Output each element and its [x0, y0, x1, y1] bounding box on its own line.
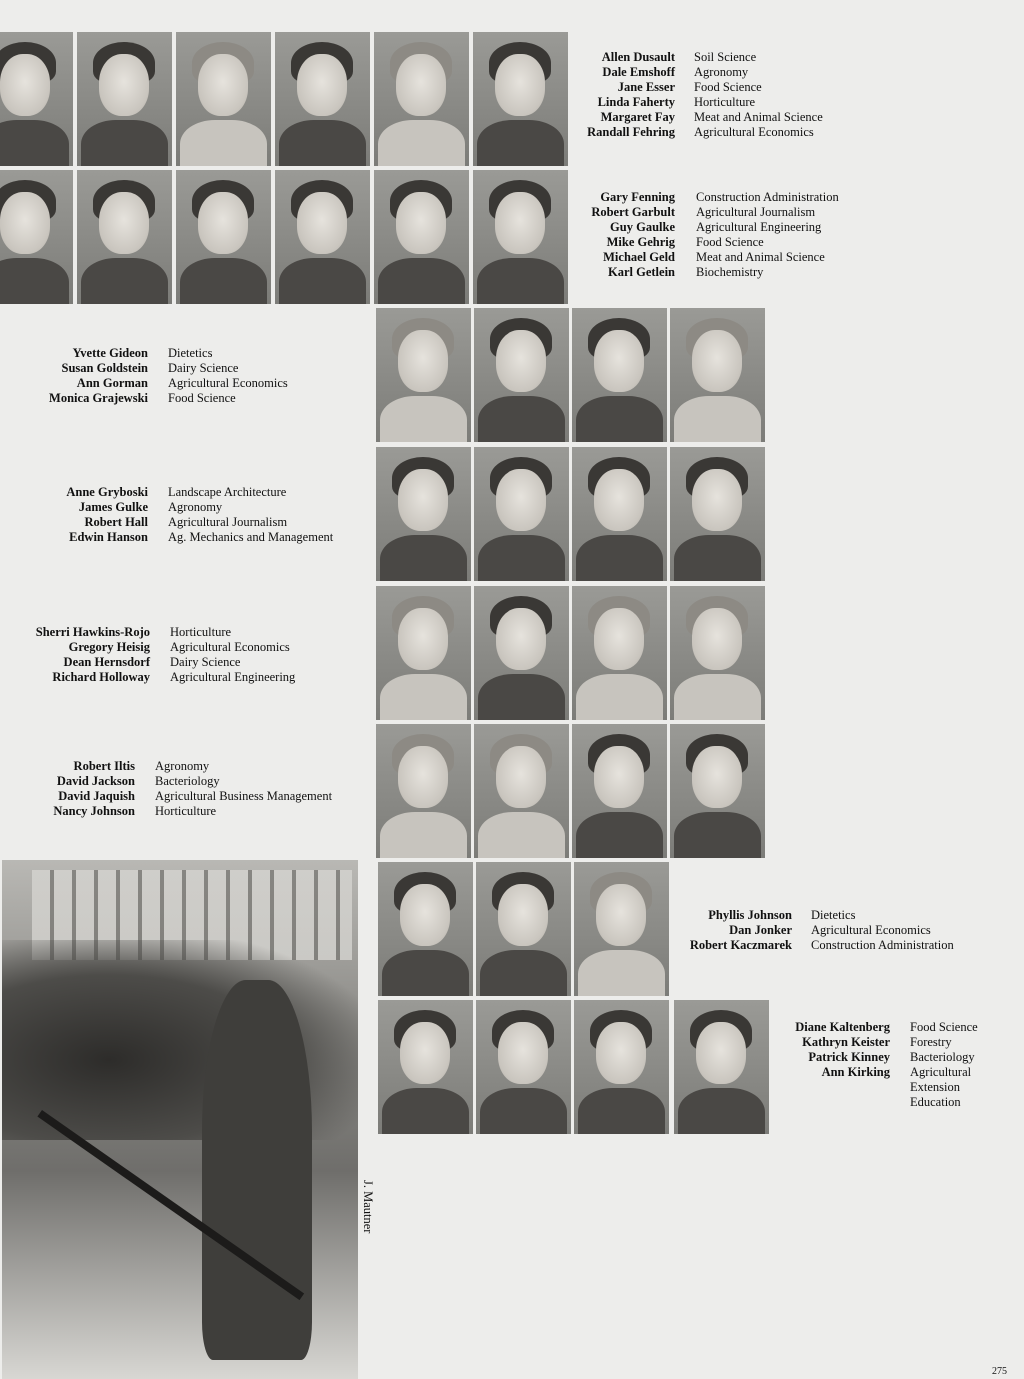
student-name: Margaret Fay [600, 110, 675, 124]
student-major: Bacteriology [910, 1050, 975, 1064]
student-major: Food Science [168, 391, 236, 405]
student-name: Susan Goldstein [61, 361, 148, 375]
student-name: Linda Faherty [597, 95, 675, 109]
student-name: Robert Kaczmarek [689, 938, 792, 952]
portrait-photo [473, 170, 568, 304]
portrait-photo [275, 170, 370, 304]
student-names-group-4 [66, 485, 148, 545]
portrait-photo [0, 32, 73, 166]
student-name: Dean Hernsdorf [63, 655, 150, 669]
student-name: Gregory Heisig [68, 640, 150, 654]
student-major: Agricultural Journalism [696, 205, 816, 219]
student-majors-group-6 [155, 759, 332, 819]
portrait-photo [674, 1000, 769, 1134]
portrait-photo [572, 586, 667, 720]
student-major: Soil Science [694, 50, 757, 64]
student-names-group-5 [36, 625, 150, 685]
portrait-photo [176, 32, 271, 166]
student-name: Allen Dusault [601, 50, 675, 64]
portrait-photo [378, 1000, 473, 1134]
student-name: Ann Gorman [76, 376, 148, 390]
student-name: Richard Holloway [52, 670, 150, 684]
student-major: Meat and Animal Science [694, 110, 823, 124]
portrait-photo [474, 447, 569, 581]
student-major: Forestry [910, 1035, 952, 1049]
student-majors-group-8 [910, 1020, 990, 1110]
student-major: Dairy Science [168, 361, 239, 375]
student-name: Nancy Johnson [53, 804, 135, 818]
student-names-group-1 [587, 50, 675, 140]
portrait-photo [376, 447, 471, 581]
student-major: Food Science [694, 80, 762, 94]
portrait-photo [378, 862, 473, 996]
student-names-group-6 [53, 759, 135, 819]
student-major: Landscape Architecture [168, 485, 287, 499]
student-name: Sherri Hawkins-Rojo [35, 625, 150, 639]
portrait-photo [572, 308, 667, 442]
student-major: Agricultural Economics [168, 376, 288, 390]
student-name: Diane Kaltenberg [795, 1020, 890, 1034]
student-name: Robert Garbult [591, 205, 675, 219]
student-major: Agricultural Economics [170, 640, 290, 654]
student-major: Dietetics [168, 346, 213, 360]
student-major: Agricultural Engineering [170, 670, 296, 684]
student-major: Dairy Science [170, 655, 241, 669]
student-name: Randall Fehring [587, 125, 675, 139]
student-name: Mike Gehrig [606, 235, 675, 249]
portrait-photo [474, 308, 569, 442]
photo-credit: J. Mautner [361, 1180, 375, 1234]
student-major: Bacteriology [155, 774, 220, 788]
student-major: Agricultural Journalism [168, 515, 288, 529]
portrait-photo [670, 447, 765, 581]
page-number: 275 [992, 1366, 1007, 1377]
portrait-photo [376, 586, 471, 720]
student-major: Agronomy [168, 500, 223, 514]
student-major: Food Science [696, 235, 764, 249]
student-major: Agricultural Economics [694, 125, 814, 139]
student-majors-group-5 [170, 625, 295, 685]
portrait-photo [374, 170, 469, 304]
portrait-photo [670, 586, 765, 720]
student-major: Biochemistry [696, 265, 764, 279]
portrait-photo [473, 32, 568, 166]
student-major: Construction Administration [696, 190, 839, 204]
student-name: Karl Getlein [608, 265, 675, 279]
student-name: Robert Iltis [73, 759, 135, 773]
portrait-photo [376, 308, 471, 442]
student-major: Construction Administration [811, 938, 954, 952]
student-major: Ag. Mechanics and Management [168, 530, 334, 544]
portrait-photo [275, 32, 370, 166]
student-majors-group-7 [811, 908, 954, 953]
portrait-photo [77, 170, 172, 304]
student-names-group-7 [690, 908, 792, 953]
student-name: James Gulke [78, 500, 148, 514]
student-major: Agronomy [694, 65, 749, 79]
portrait-photo [0, 170, 73, 304]
portrait-photo [374, 32, 469, 166]
student-name: Edwin Hanson [69, 530, 148, 544]
student-name: David Jaquish [58, 789, 135, 803]
student-major: Food Science [910, 1020, 978, 1034]
student-major: Horticulture [694, 95, 756, 109]
student-major: Agronomy [155, 759, 210, 773]
student-name: Yvette Gideon [72, 346, 148, 360]
student-major: Horticulture [170, 625, 232, 639]
student-majors-group-1 [694, 50, 823, 140]
student-major: Agricultural Economics [811, 923, 931, 937]
student-majors-group-4 [168, 485, 333, 545]
student-name: Patrick Kinney [808, 1050, 890, 1064]
student-name: David Jackson [56, 774, 135, 788]
portrait-photo [474, 586, 569, 720]
student-name: Dale Emshoff [602, 65, 675, 79]
student-name: Jane Esser [617, 80, 675, 94]
student-name: Ann Kirking [821, 1065, 890, 1079]
portrait-photo [476, 1000, 571, 1134]
portrait-photo [77, 32, 172, 166]
student-name: Michael Geld [603, 250, 675, 264]
student-name: Phyllis Johnson [708, 908, 792, 922]
candid-photo-bookstore-line [2, 860, 358, 1379]
student-names-group-3 [49, 346, 148, 406]
portrait-photo [476, 862, 571, 996]
portrait-photo [670, 724, 765, 858]
student-majors-group-2 [696, 190, 839, 280]
student-names-group-2 [591, 190, 675, 280]
student-name: Dan Jonker [729, 923, 792, 937]
portrait-photo [670, 308, 765, 442]
student-major: Agricultural Engineering [696, 220, 822, 234]
student-name: Gary Fenning [600, 190, 675, 204]
student-name: Robert Hall [84, 515, 148, 529]
student-name: Anne Gryboski [66, 485, 148, 499]
student-name: Kathryn Keister [802, 1035, 890, 1049]
portrait-photo [376, 724, 471, 858]
student-major: Dietetics [811, 908, 856, 922]
student-majors-group-3 [168, 346, 288, 406]
student-major: Horticulture [155, 804, 217, 818]
portrait-photo [572, 447, 667, 581]
student-name: Monica Grajewski [49, 391, 148, 405]
student-major: Agricultural Extension Education [910, 1065, 972, 1109]
student-major: Agricultural Business Management [155, 789, 333, 803]
portrait-photo [574, 1000, 669, 1134]
portrait-photo [574, 862, 669, 996]
student-name: Guy Gaulke [610, 220, 675, 234]
portrait-photo [572, 724, 667, 858]
portrait-photo [474, 724, 569, 858]
portrait-photo [176, 170, 271, 304]
student-major: Meat and Animal Science [696, 250, 825, 264]
student-names-group-8 [795, 1020, 890, 1080]
